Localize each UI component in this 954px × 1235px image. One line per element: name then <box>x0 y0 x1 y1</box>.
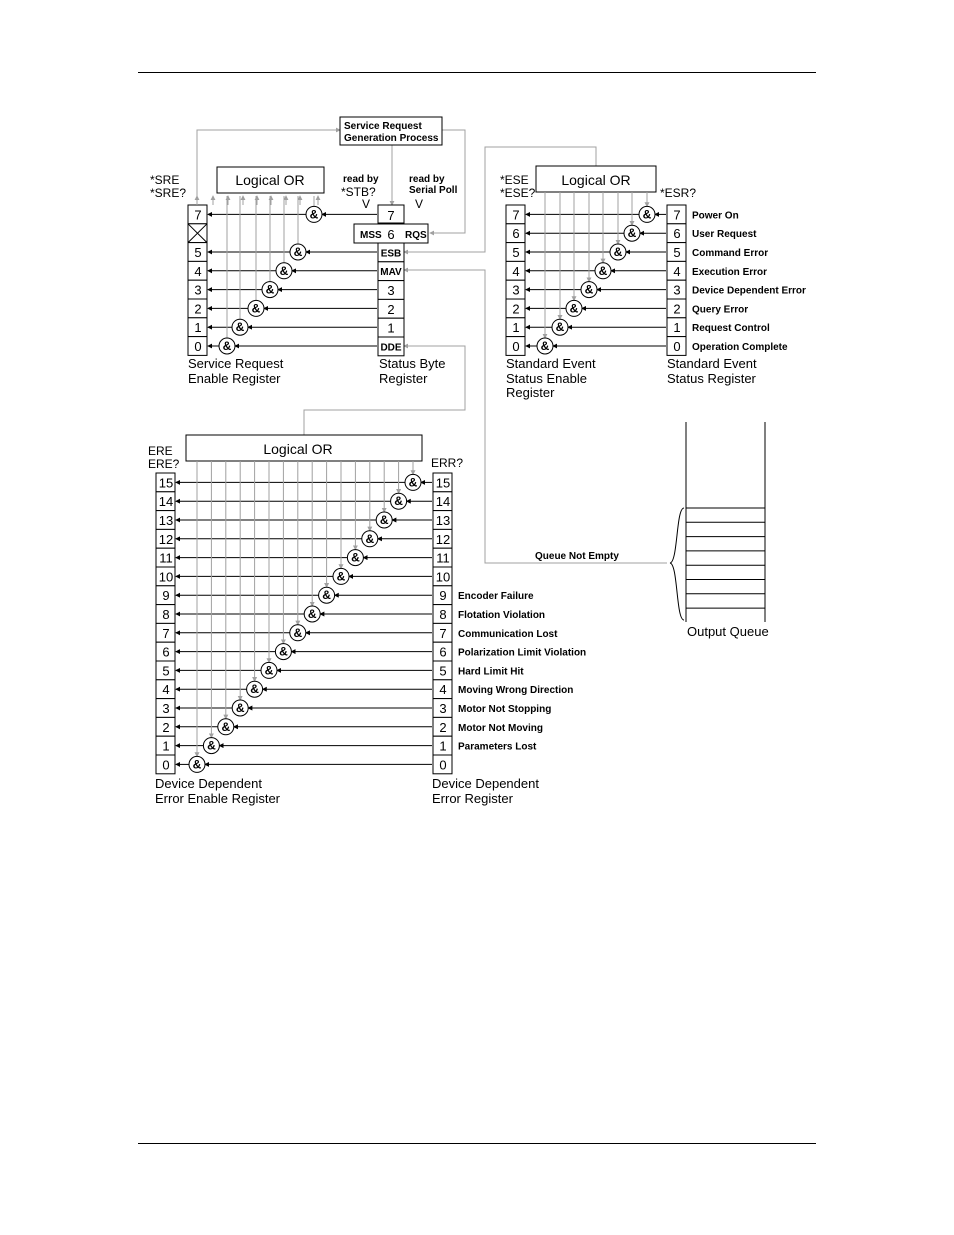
err-bit-name: Polarization Limit Violation <box>458 647 587 659</box>
ere-bit-10: 10 <box>158 569 174 585</box>
esr-label-1: Standard Event <box>667 356 757 371</box>
ere-and-gate-symbol: & <box>379 513 389 527</box>
err-label-1: Device Dependent <box>432 776 539 791</box>
ere-and-gate-symbol: & <box>307 607 317 621</box>
err-bit-9: 9 <box>439 588 447 604</box>
srgp-line2: Generation Process <box>344 133 439 144</box>
ere-and-gate-symbol: & <box>322 588 331 603</box>
ere-and-gate-symbol: & <box>351 550 360 565</box>
sre-and-gate-symbol: & <box>235 320 245 335</box>
ere-label-2: Error Enable Register <box>155 791 280 806</box>
ere-bit-0: 0 <box>162 757 170 773</box>
ese-label-3: Register <box>506 385 555 400</box>
stb-read-by-1: read by <box>343 174 379 185</box>
ere-bit-9: 9 <box>162 588 170 604</box>
ese-bit-0: 0 <box>512 339 520 354</box>
esr-bit-name: Query Error <box>692 304 749 316</box>
sre-bit-1: 1 <box>194 320 202 336</box>
stb-rqs: RQS <box>405 230 427 241</box>
stb-bit-DDE: DDE <box>380 342 402 354</box>
ese-bit-3: 3 <box>512 282 520 298</box>
ese-bit-4: 4 <box>512 263 520 279</box>
sre-bit-4: 4 <box>194 263 202 279</box>
ese-logical-or-label: Logical OR <box>561 172 631 188</box>
err-bit-15: 15 <box>435 475 451 491</box>
ere-and-gate-symbol: & <box>192 757 202 772</box>
stb-read-by-2: *STB? <box>341 185 376 199</box>
sre-bit-7: 7 <box>194 207 202 223</box>
ese-query-cmd: *ESE? <box>500 186 536 200</box>
esr-cmd: *ESR? <box>660 186 697 200</box>
ese-and-gate-symbol: & <box>598 263 608 278</box>
stb-bit-ESB: ESB <box>380 248 402 260</box>
ese-and-gate-symbol: & <box>584 282 594 297</box>
serial-read-by-2: Serial Poll <box>409 185 458 196</box>
err-bit-0: 0 <box>439 757 447 773</box>
err-bit-4: 4 <box>439 682 447 698</box>
output-queue-label: Output Queue <box>687 624 769 639</box>
err-bit-8: 8 <box>439 607 447 622</box>
esr-bit-0: 0 <box>673 339 681 354</box>
err-bit-14: 14 <box>435 494 451 510</box>
ere-bit-15: 15 <box>158 475 174 491</box>
esr-bit-6: 6 <box>673 226 681 242</box>
esr-bit-name: User Request <box>692 229 757 241</box>
ere-bit-14: 14 <box>158 494 174 510</box>
err-bit-2: 2 <box>439 719 447 735</box>
ere-group <box>148 435 586 806</box>
err-bit-1: 1 <box>439 738 447 754</box>
esr-bit-name: Execution Error <box>692 266 768 278</box>
ese-bit-1: 1 <box>512 320 520 336</box>
esr-bit-5: 5 <box>673 245 681 260</box>
ese-and-gate-symbol: & <box>569 301 579 316</box>
stb-label-1: Status Byte <box>379 356 446 371</box>
ese-and-gate-symbol: & <box>627 226 637 241</box>
ere-bit-12: 12 <box>158 531 174 547</box>
sre-and-gate-symbol: & <box>265 282 275 297</box>
err-bit-5: 5 <box>439 663 447 679</box>
err-bit-name: Communication Lost <box>458 628 558 640</box>
ere-cmd: ERE <box>148 444 173 458</box>
sre-logical-or-label: Logical OR <box>235 172 305 188</box>
err-bit-name: Encoder Failure <box>458 591 534 603</box>
ese-bit-5: 5 <box>512 245 520 260</box>
ere-bit-6: 6 <box>162 644 170 660</box>
queue-brace <box>670 508 684 620</box>
esr-bit-4: 4 <box>673 263 681 279</box>
ere-logical-or-label: Logical OR <box>263 441 333 457</box>
esr-bit-3: 3 <box>673 282 681 298</box>
stb-bit-6: 6 <box>387 227 395 242</box>
ere-query-cmd: ERE? <box>148 457 180 471</box>
ere-bit-3: 3 <box>162 701 170 716</box>
ere-and-gate-symbol: & <box>264 663 274 678</box>
esr-bit-name: Power On <box>692 210 739 222</box>
err-bit-6: 6 <box>439 644 447 660</box>
sre-bit-3: 3 <box>194 282 202 298</box>
serial-read-by-1: read by <box>409 174 445 185</box>
ere-bit-2: 2 <box>162 719 170 735</box>
err-bit-11: 11 <box>436 550 450 566</box>
ese-group <box>500 166 806 400</box>
err-bit-name: Parameters Lost <box>458 741 537 753</box>
sre-cmd: *SRE <box>150 173 180 187</box>
esr-bit-1: 1 <box>673 320 681 336</box>
ere-and-gate-symbol: & <box>250 682 259 697</box>
sre-and-gate-symbol: & <box>293 245 303 259</box>
serial-v: V <box>415 197 424 211</box>
ere-bit-4: 4 <box>162 682 170 698</box>
sre-bit-0: 0 <box>194 339 202 354</box>
ere-and-gate-symbol: & <box>408 475 418 490</box>
esr-bit-name: Command Error <box>692 248 769 259</box>
err-bit-name: Motor Not Moving <box>458 722 543 734</box>
ese-bit-2: 2 <box>512 301 520 317</box>
sre-label-1: Service Request <box>188 356 284 371</box>
stb-bit-MAV: MAV <box>380 267 402 279</box>
ese-label-2: Status Enable <box>506 371 587 386</box>
esr-bit-2: 2 <box>673 301 681 317</box>
sre-bit-5: 5 <box>194 245 202 260</box>
esr-bit-name: Operation Complete <box>692 342 788 353</box>
ese-and-gate-symbol: & <box>642 207 652 222</box>
ere-and-gate-symbol: & <box>207 738 216 753</box>
esr-bit-name: Request Control <box>692 323 770 335</box>
srgp-line1: Service Request <box>344 121 422 132</box>
sre-label-2: Enable Register <box>188 371 281 386</box>
esr-bit-7: 7 <box>673 207 681 223</box>
output-queue <box>670 422 765 622</box>
sre-and-gate-symbol: & <box>279 263 289 278</box>
ese-and-gate-symbol: & <box>540 339 550 353</box>
stb-bit-1: 1 <box>387 320 395 336</box>
err-bit-name: Flotation Violation <box>458 610 546 621</box>
err-bit-10: 10 <box>435 569 451 585</box>
err-bit-13: 13 <box>435 513 451 528</box>
stb-label-2: Register <box>379 371 428 386</box>
ere-bit-13: 13 <box>158 513 174 528</box>
stb-v-1: V <box>362 197 371 211</box>
ese-label-1: Standard Event <box>506 356 596 371</box>
err-bit-name: Hard Limit Hit <box>458 666 524 678</box>
ere-and-gate-symbol: & <box>221 719 231 734</box>
err-bit-3: 3 <box>439 701 447 716</box>
stb-mss: MSS <box>360 230 382 241</box>
ere-and-gate-symbol: & <box>394 494 403 509</box>
stb-bit-3: 3 <box>387 283 395 298</box>
ere-bit-11: 11 <box>159 550 173 566</box>
sre-group <box>150 167 445 386</box>
esr-label-2: Status Register <box>667 371 756 386</box>
ere-and-gate-symbol: & <box>279 644 288 659</box>
queue-not-empty-label: Queue Not Empty <box>535 551 619 562</box>
err-cmd: ERR? <box>431 456 464 470</box>
sre-query-cmd: *SRE? <box>150 186 187 200</box>
ere-label-1: Device Dependent <box>155 776 262 791</box>
ese-and-gate-symbol: & <box>555 320 565 335</box>
sre-and-gate-symbol: & <box>251 301 261 316</box>
ese-bit-7: 7 <box>512 207 520 223</box>
esr-bit-name: Device Dependent Error <box>692 285 806 297</box>
err-bit-name: Motor Not Stopping <box>458 704 552 715</box>
ere-and-gate-symbol: & <box>365 531 375 546</box>
sre-and-gate-symbol: & <box>309 207 319 222</box>
err-bit-name: Moving Wrong Direction <box>458 685 574 697</box>
ere-and-gate-symbol: & <box>336 569 346 584</box>
err-bit-7: 7 <box>439 625 447 641</box>
sre-and-gate-symbol: & <box>222 339 232 353</box>
stb-bit-7: 7 <box>387 208 395 223</box>
sre-bit-2: 2 <box>194 301 202 317</box>
ere-and-gate-symbol: & <box>293 625 303 640</box>
ere-and-gate-symbol: & <box>235 701 245 715</box>
ese-bit-6: 6 <box>512 226 520 242</box>
ere-bit-8: 8 <box>162 607 170 622</box>
err-label-2: Error Register <box>432 791 513 806</box>
err-bit-12: 12 <box>435 531 451 547</box>
ese-cmd: *ESE <box>500 173 529 187</box>
ere-bit-1: 1 <box>162 738 170 754</box>
ese-and-gate-symbol: & <box>613 245 623 259</box>
stb-bit-2: 2 <box>387 301 395 317</box>
ere-bit-7: 7 <box>162 625 170 641</box>
ere-bit-5: 5 <box>162 663 170 679</box>
